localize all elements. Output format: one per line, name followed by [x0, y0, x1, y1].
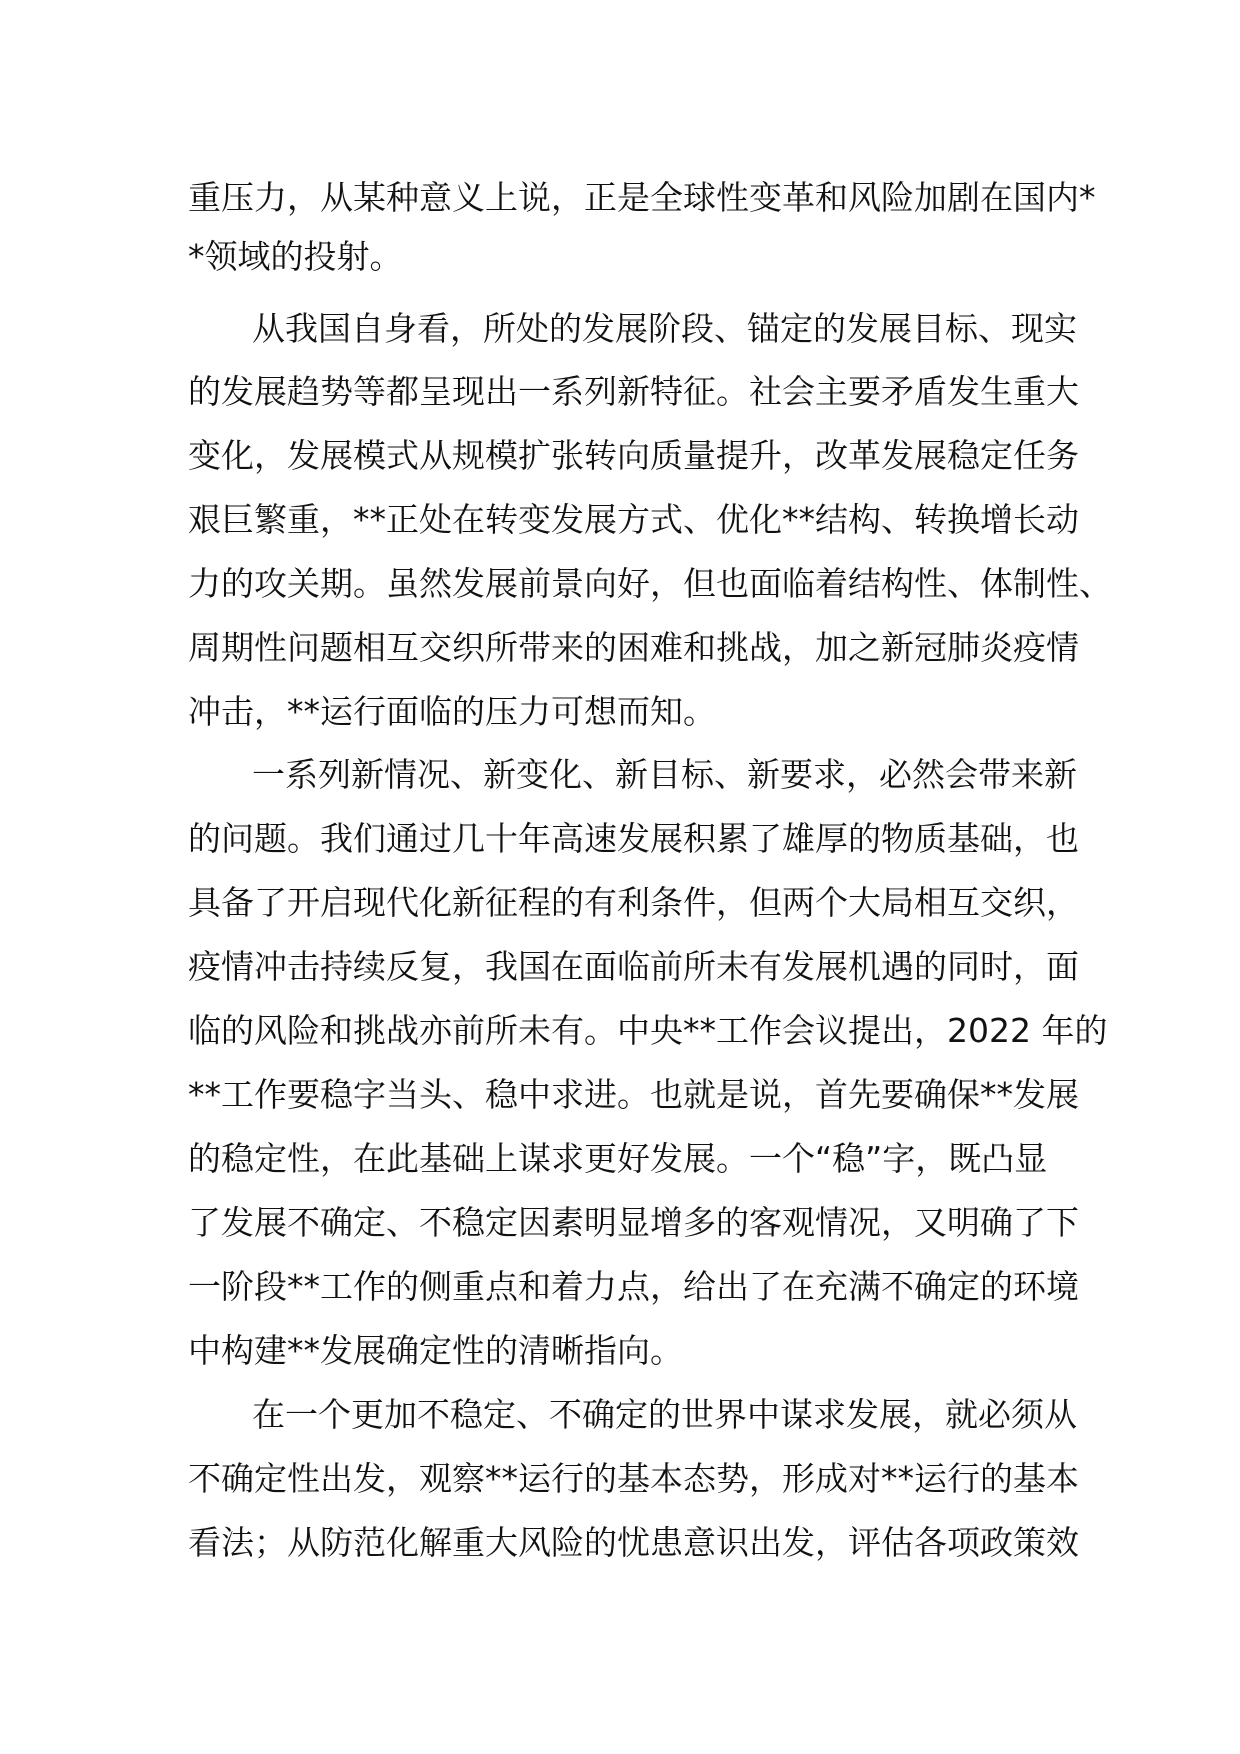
paragraph-first-line: 一系列新情况、新变化、新目标、新要求，必然会带来新	[252, 755, 1077, 794]
text-line: 周期性问题相互交织所带来的困难和挑战，加之新冠肺炎疫情	[188, 628, 1079, 667]
text-line: 具备了开启现代化新征程的有利条件，但两个大局相互交织，	[188, 883, 1079, 922]
text-line: **工作要稳字当头、稳中求进。也就是说，首先要确保**发展	[188, 1075, 1079, 1114]
text-line: 艰巨繁重，**正处在转变发展方式、优化**结构、转换增长动	[188, 500, 1079, 539]
text-line: 中构建**发展确定性的清晰指向。	[188, 1331, 683, 1370]
text-line: 的问题。我们通过几十年高速发展积累了雄厚的物质基础，也	[188, 819, 1079, 858]
text-line: 的稳定性，在此基础上谋求更好发展。一个“稳”字，既凸显	[188, 1139, 1048, 1178]
text-line: 临的风险和挑战亦前所未有。中央**工作会议提出，2022 年的	[188, 1011, 1108, 1050]
text-line: 的发展趋势等都呈现出一系列新特征。社会主要矛盾发生重大	[188, 372, 1079, 411]
text-line: 一阶段**工作的侧重点和着力点，给出了在充满不确定的环境	[188, 1267, 1079, 1306]
text-line: *领域的投射。	[188, 237, 403, 276]
text-line: 疫情冲击持续反复，我国在面临前所未有发展机遇的同时，面	[188, 947, 1079, 986]
text-line: 变化，发展模式从规模扩张转向质量提升，改革发展稳定任务	[188, 436, 1079, 475]
text-line: 看法；从防范化解重大风险的忧患意识出发，评估各项政策效	[188, 1523, 1079, 1562]
text-line: 冲击，**运行面临的压力可想而知。	[188, 692, 716, 731]
text-line: 重压力，从某种意义上说，正是全球性变革和风险加剧在国内*	[188, 178, 1096, 217]
text-line: 不确定性出发，观察**运行的基本态势，形成对**运行的基本	[188, 1459, 1079, 1498]
paragraph-first-line: 从我国自身看，所处的发展阶段、锚定的发展目标、现实	[252, 309, 1077, 348]
paragraph-first-line: 在一个更加不稳定、不确定的世界中谋求发展，就必须从	[252, 1395, 1077, 1434]
text-line: 了发展不确定、不稳定因素明显增多的客观情况，又明确了下	[188, 1203, 1079, 1242]
text-line: 力的攻关期。虽然发展前景向好，但也面临着结构性、体制性、	[188, 564, 1112, 603]
